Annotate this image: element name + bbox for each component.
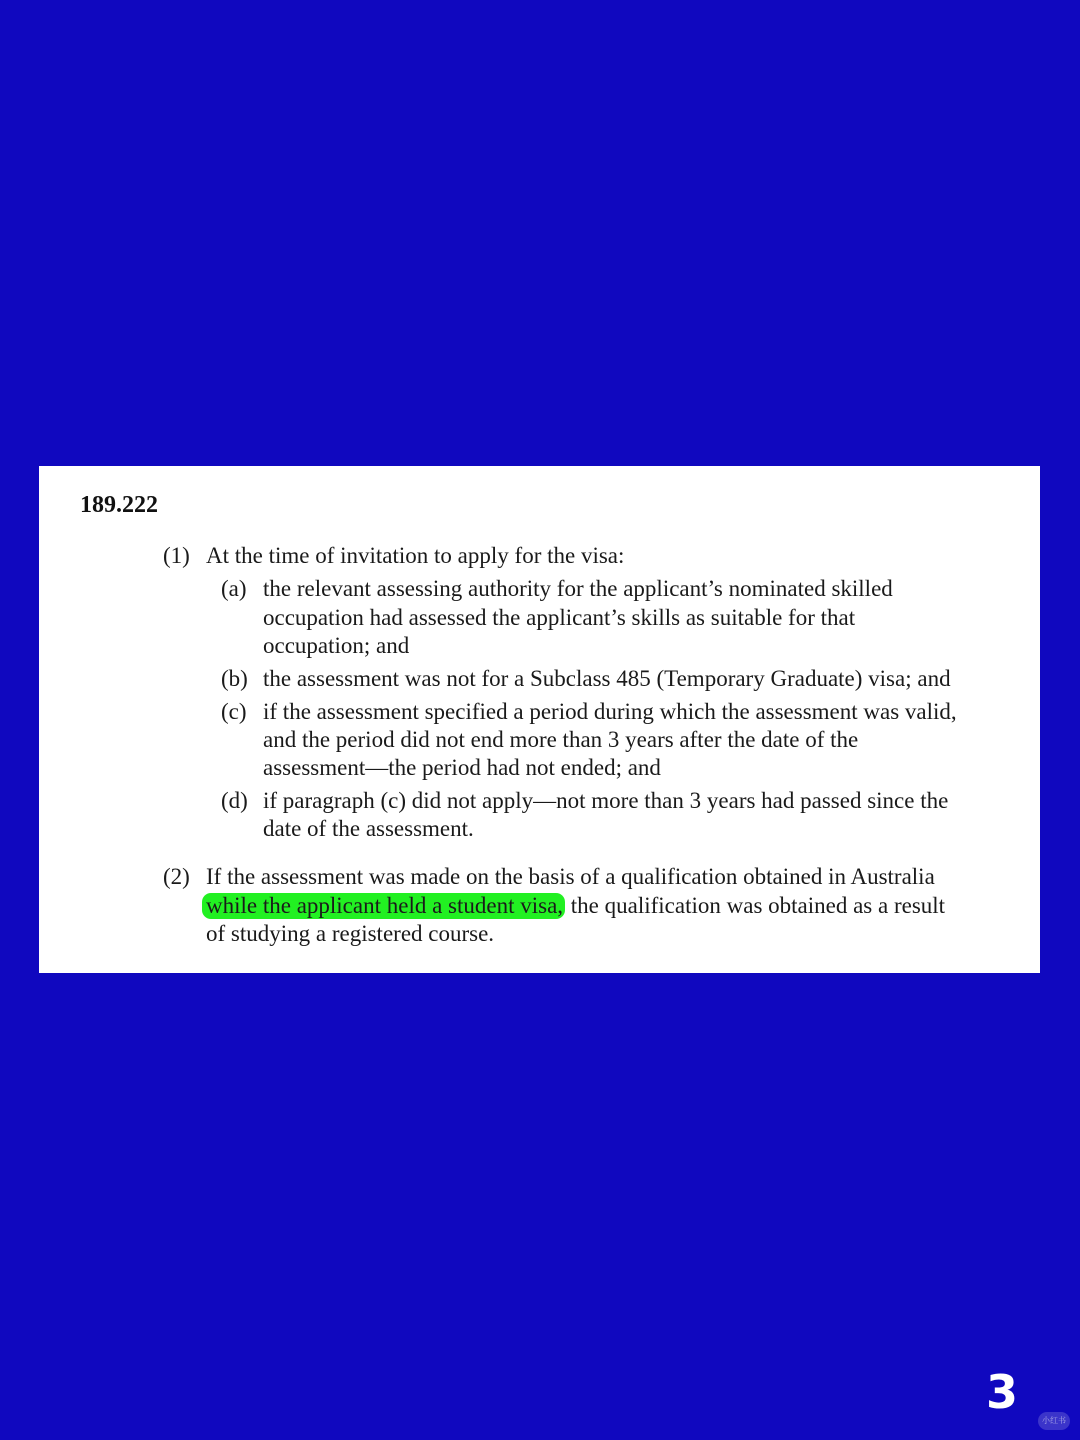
clause-2-line-1: If the assessment was made on the basis of a qualification obtained in Australia: [206, 864, 935, 889]
highlighted-phrase: while the applicant held a student visa,: [202, 893, 565, 919]
item-b-label: (b): [221, 666, 248, 691]
item-d-label: (d): [221, 788, 248, 813]
section-number: 189.222: [80, 492, 158, 518]
item-b-line-1: the assessment was not for a Subclass 485 (Temporary Graduate) visa; and: [263, 666, 951, 691]
clause-1-intro: At the time of invitation to apply for the visa:: [206, 543, 625, 568]
watermark-logo: 小红书: [1038, 1412, 1070, 1430]
item-a-line-3: occupation; and: [263, 633, 410, 658]
item-c-line-2: and the period did not end more than 3 years after the date of the: [263, 727, 859, 752]
item-d-line-1: if paragraph (c) did not apply—not more than 3 years had passed since the: [263, 788, 949, 813]
item-c-line-3: assessment—the period had not ended; and: [263, 755, 661, 780]
item-d-line-2: date of the assessment.: [263, 816, 474, 841]
page-number: 3: [985, 1365, 1018, 1419]
item-a-line-2: occupation had assessed the applicant’s skills as suitable for that: [263, 605, 856, 630]
document-excerpt: [39, 466, 1040, 973]
item-c-label: (c): [221, 699, 247, 724]
clause-2-label: (2): [163, 864, 190, 889]
clause-2-line-3: of studying a registered course.: [206, 921, 495, 946]
clause-2-line-2-rest: the qualification was obtained as a result: [565, 893, 946, 918]
item-a-label: (a): [221, 576, 247, 601]
item-c-line-1: if the assessment specified a period during which the assessment was valid,: [263, 699, 957, 724]
clause-2-line-2: [206, 892, 945, 920]
clause-1-label: (1): [163, 543, 190, 568]
item-a-line-1: the relevant assessing authority for the applicant’s nominated skilled: [263, 576, 893, 601]
